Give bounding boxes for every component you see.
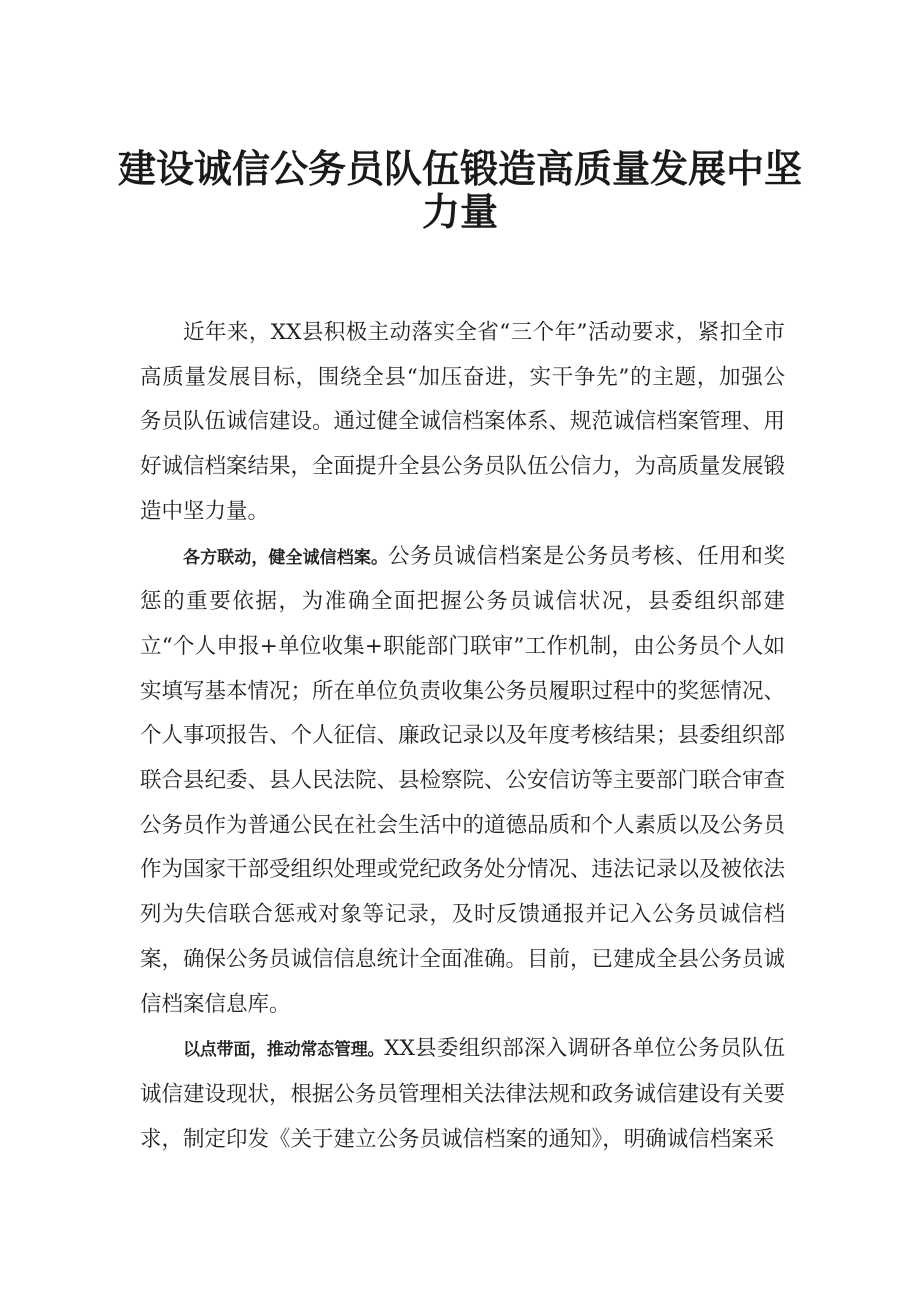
- paragraph-management-text: XX县委组织部深入调研各单位公务员队伍诚信建设现状，根据公务员管理相关法律法规和政务诚信建设有关要求，制定印发《关于建立公务员诚信档案的通知》，明确诚信档案采: [140, 1036, 786, 1152]
- paragraph-intro: [140, 311, 785, 535]
- paragraph-archive-lead: 各方联动，健全诚信档案。: [183, 547, 389, 568]
- document-body: [140, 311, 785, 1162]
- paragraph-intro-text: 近年来，XX县积极主动落实全省“三个年”活动要求，紧扣全市高质量发展目标，围绕全县“加压奋进，实干争先”的主题，加强公务员队伍诚信建设。通过健全诚信档案体系、规范诚信档案管理、用好诚信档案结果，全面提升全县公务员队伍公信力，为高质量发展锻造中坚力量。: [140, 320, 786, 524]
- paragraph-management-lead: 以点带面，推动常态管理。: [183, 1040, 385, 1061]
- paragraph-archive-text: 公务员诚信档案是公务员考核、任用和奖惩的重要依据，为准确全面把握公务员诚信状况，县委组织部建立“个人申报+单位收集+职能部门联审”工作机制，由公务员个人如实填写基本情况；所在单位负责收集公务员履职过程中的奖惩情况、个人事项报告、个人征信、廉政记录以及年度考核结果；县委组织部联合县纪委、县人民法院、县检察院、公安信访等主要部门联合审查公务员作为普通公民在社会生活中的道德品质和个人素质以及公务员作为国家干部受组织处理或党纪政务处分情况、违法记录以及被依法列为失信联合惩戒对象等记录，及时反馈通报并记入公务员诚信档案，确保公务员诚信信息统计全面准确。目前，已建成全县公务员诚信档案信息库。: [140, 543, 786, 1017]
- document-title-line-1: 建设诚信公务员队伍锻造高质量发展中坚: [117, 147, 802, 191]
- document-title-line-2: 力量: [421, 190, 498, 234]
- paragraph-archive: [140, 535, 785, 1028]
- paragraph-management: [140, 1027, 785, 1162]
